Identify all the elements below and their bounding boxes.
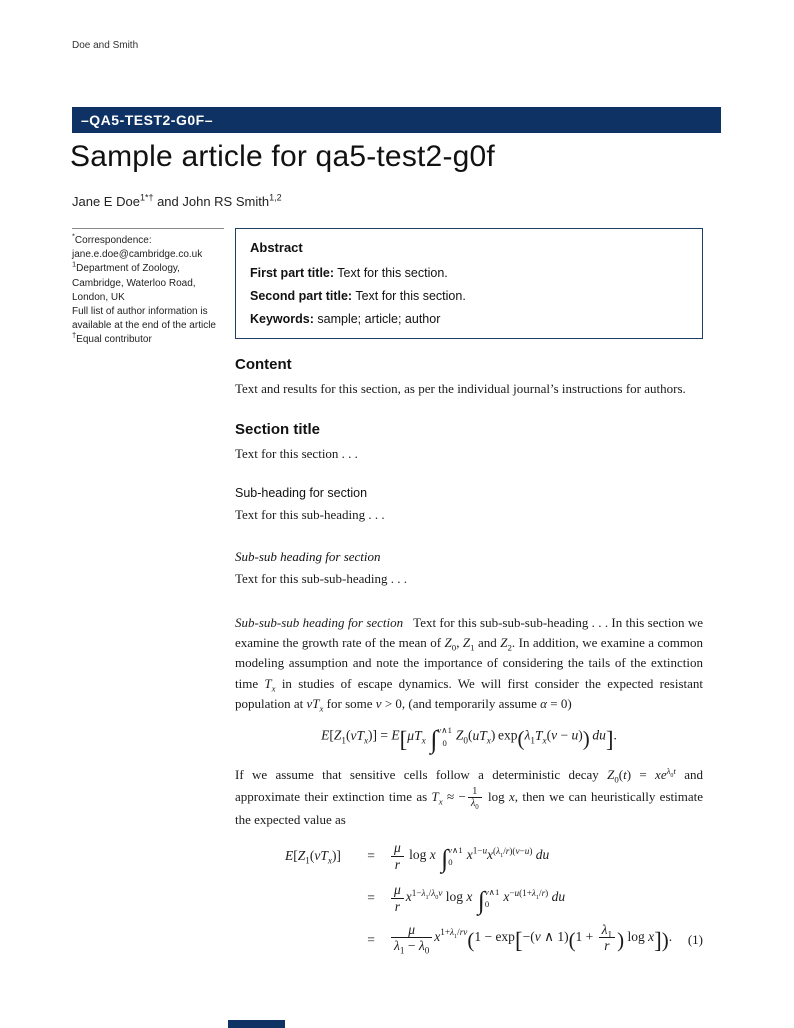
equation-rhs: $\frac{\mu}{\lambda_1 - \lambda_0}$ $x^{1+\lambda_1/rv}(1 - \exp[-(v$ ∧ 1)(1 + $\frac{\lambda_1}{r}$ ) log x]).: [389, 922, 703, 959]
abstract-row: [250, 312, 688, 326]
equation-rhs: $\frac{\mu}{r}$ $x^{1-\lambda_1/\lambda_0v}$ log x ∫ v∧1 0 $x^{-u(1+\lambda_1/r)}$ du: [389, 882, 703, 914]
running-head: Doe and Smith: [72, 40, 139, 51]
correspondence-note: [72, 228, 224, 348]
author-line: Jane E Doe$^{1*\dagger}$ and John RS Smith$^{1,2}$: [72, 192, 282, 209]
equals-sign: =: [367, 847, 375, 863]
aligned-equations: [235, 836, 703, 960]
paragraph: Text for this sub-heading . . .: [235, 507, 385, 523]
affiliation-line: London, UK: [72, 291, 125, 303]
correspondence-email: jane.e.doe@cambridge.co.uk: [72, 249, 203, 261]
subsubsection-heading: Sub-sub heading for section: [235, 549, 381, 565]
paragraph: Text and results for this section, as per the individual journal’s instructions for authors.: [235, 381, 686, 396]
paragraph: Text for this sub-sub-heading . . .: [235, 571, 408, 587]
abstract-row-label: Second part title:: [250, 289, 353, 303]
abstract-row: [250, 289, 688, 303]
equals-sign: =: [367, 889, 375, 905]
abstract-box: [235, 228, 703, 339]
display-equation: $E[Z_1(vT_x)] = E[\mu T_x$ ∫ v∧1 0 $Z_0(uT_x) \exp(\lambda_1T_x(v - u))$ du].: [321, 724, 617, 754]
article-title: Sample article for qa5-test2-g0f: [70, 140, 495, 173]
abstract-heading: Abstract: [250, 240, 303, 255]
abstract-row: [250, 266, 688, 280]
correspondence-label: *Correspondence:: [72, 231, 152, 246]
equation-row: [235, 920, 703, 960]
affiliation-line: Cambridge, Waterloo Road,: [72, 277, 196, 289]
abstract-row-label: First part title:: [250, 266, 335, 280]
equation-row: [235, 836, 703, 876]
equation-row: [235, 878, 703, 918]
keywords-label: Keywords:: [250, 312, 314, 326]
article-type-banner: [72, 107, 721, 133]
author-info-note: Full list of author information is: [72, 305, 208, 317]
equals-sign: =: [367, 931, 375, 947]
section-heading-title: Section title: [235, 421, 321, 439]
equal-contributor-note: †Equal contributor: [72, 330, 152, 346]
subsection-heading: Sub-heading for section: [235, 486, 368, 501]
abstract-row-text: Text for this section.: [337, 266, 448, 280]
paragraph-with-runin-heading: Sub-sub-sub heading for section Text for this sub-sub-sub-heading . . . In this section we examine the growth rate of the mean of $Z_0$, $Z_1$ and $Z_2$. In addition, we examine a common modeling assumption and note the importance of considering the tails of the extinction time $T_x$ in studies of escape dynamics. We will first consider the expected resistant population at $vT_x$ for some v > 0, (and temporarily assume α = 0): [235, 615, 704, 714]
keywords-text: sample; article; author: [317, 312, 441, 326]
paragraph: Text for this section . . .: [235, 446, 358, 462]
equation-lhs: $E[Z_1(vT_x)]$: [285, 847, 341, 866]
next-page-banner-sliver: [228, 1020, 285, 1028]
abstract-row-text: Text for this section.: [355, 289, 466, 303]
equation-rhs: $\frac{\mu}{r}$ log x ∫ v∧1 0 $x^{1-u}x^{(\lambda_1/r)(v-u)}$ du: [389, 840, 703, 872]
banner-text: –QA5-TEST2-G0F–: [81, 112, 213, 128]
article-body: [235, 356, 703, 962]
equation-number: (1): [687, 931, 703, 947]
section-heading-content: Content: [235, 356, 292, 373]
paragraph: If we assume that sensitive cells follow a deterministic decay $Z_0(t) = xe^{\lambda_0t}$ and approximate their extinction time as $T_x$ ≈ − $\frac{1}{\lambda_0}$ log x, then we can heuristically estimate the expected value as: [235, 766, 703, 827]
affiliation-line: $^1$Department of Zoology,: [72, 260, 180, 275]
author-info-note: available at the end of the article: [72, 320, 216, 332]
